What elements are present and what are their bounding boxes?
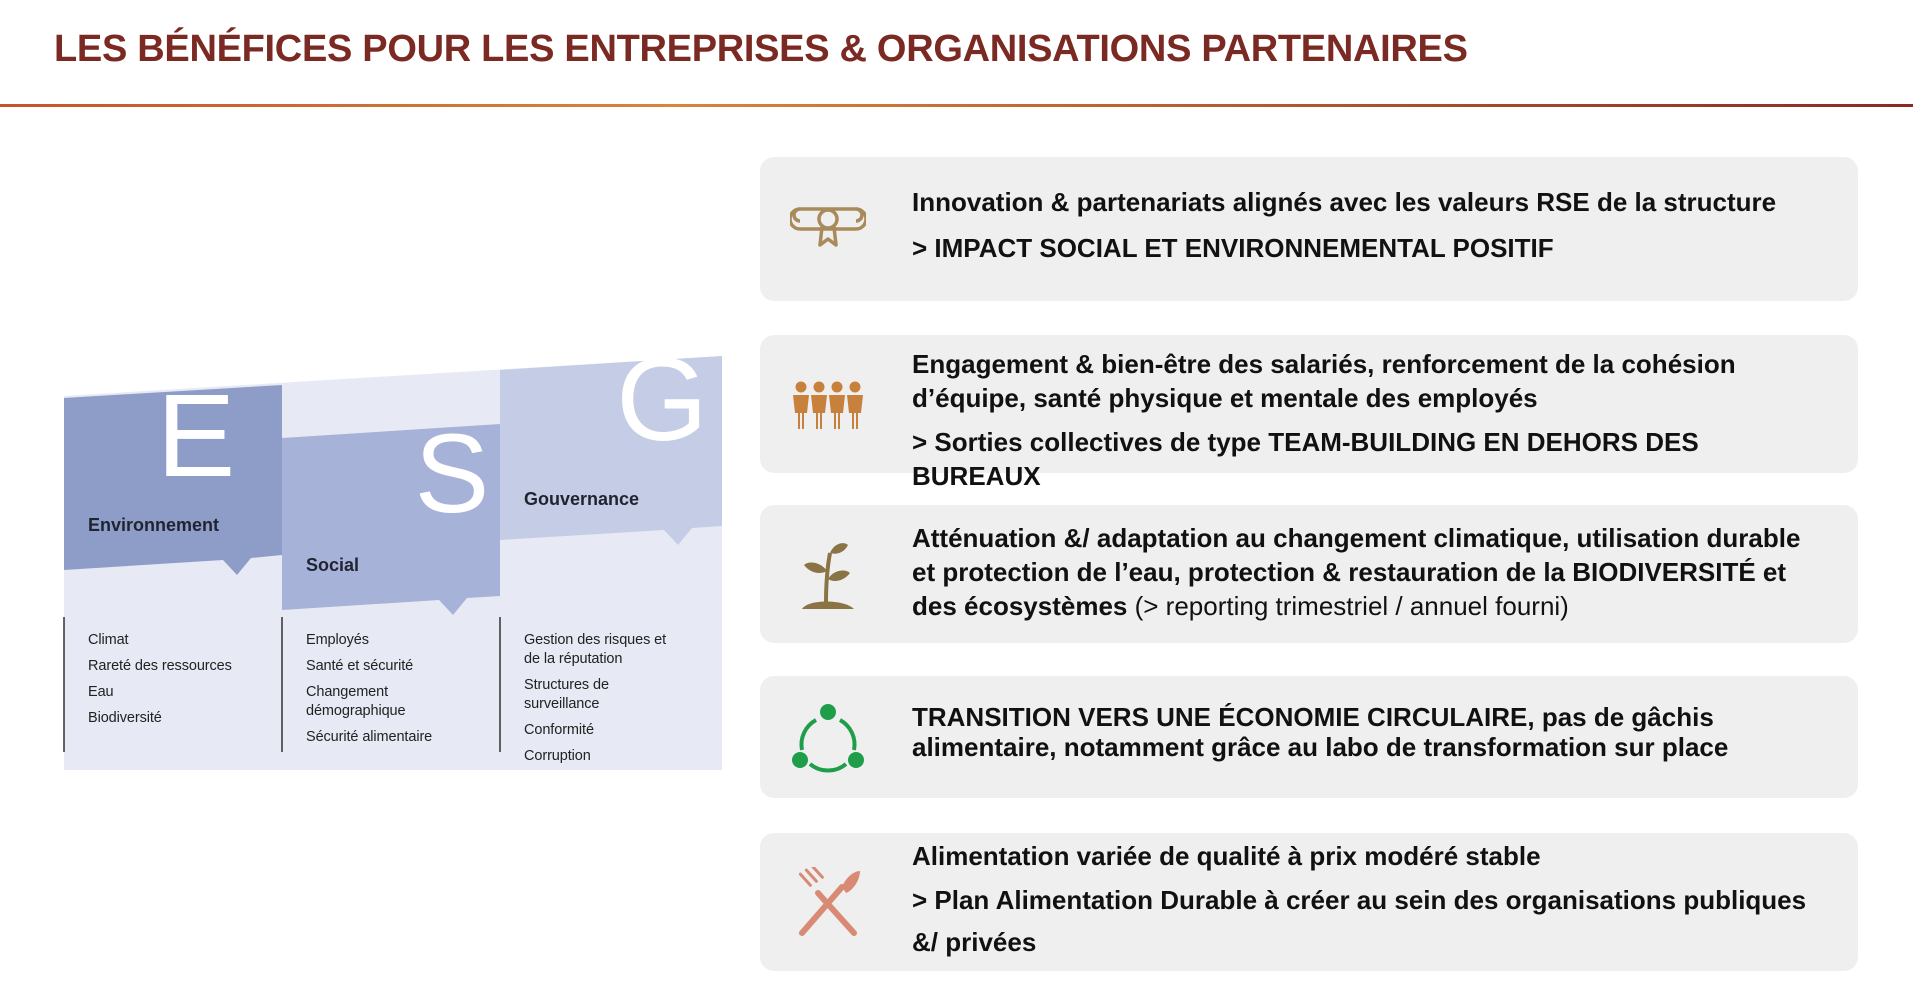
esg-letter-e: E xyxy=(156,370,236,502)
esg-item: Sécurité alimentaire xyxy=(306,729,433,745)
esg-item: Gestion des risques et de la réputation xyxy=(524,632,667,667)
team-icon xyxy=(790,379,866,436)
esg-item: Conformité xyxy=(524,722,594,738)
esg-list-social xyxy=(306,631,456,754)
esg-diagram xyxy=(0,0,760,800)
esg-label-environnement: Environnement xyxy=(88,515,220,535)
page-title: LES BÉNÉFICES POUR LES ENTREPRISES & ORGANISATIONS PARTENAIRES xyxy=(54,28,1468,70)
esg-item: Rareté des ressources xyxy=(88,658,232,674)
circular-economy-icon xyxy=(790,702,866,779)
benefit-card-climat xyxy=(760,505,1858,643)
esg-item: Structures de surveillance xyxy=(524,677,609,712)
benefit-text: Engagement & bien-être des salariés, renforcement de la cohésion d’équipe, santé physique et mentale des employés xyxy=(912,349,1736,413)
esg-item: Employés xyxy=(306,632,369,648)
esg-letter-s: S xyxy=(414,411,490,536)
esg-item: Biodiversité xyxy=(88,710,162,726)
benefit-card-rse xyxy=(760,157,1858,301)
benefit-text: TRANSITION VERS UNE ÉCONOMIE CIRCULAIRE, pas de gâchis alimentaire, notamment grâce au labo de transformation sur place xyxy=(912,702,1729,762)
esg-item: Santé et sécurité xyxy=(306,658,414,674)
benefit-subtext: > IMPACT SOCIAL ET ENVIRONNEMENTAL POSITIF xyxy=(912,233,1554,263)
esg-item: Eau xyxy=(88,684,114,700)
plant-icon xyxy=(790,539,866,616)
benefit-text-note: (> reporting trimestriel / annuel fourni) xyxy=(1127,591,1569,621)
benefit-subtext: > Sorties collectives de type TEAM-BUILDING EN DEHORS DES BUREAUX xyxy=(912,427,1699,491)
esg-label-social: Social xyxy=(306,555,360,575)
esg-label-gouvernance: Gouvernance xyxy=(524,489,640,509)
esg-list-environnement xyxy=(88,631,232,735)
diploma-icon xyxy=(790,199,866,260)
benefit-text: Alimentation variée de qualité à prix modéré stable xyxy=(912,841,1541,871)
benefit-card-engagement xyxy=(760,335,1858,491)
benefit-text: Innovation & partenariats alignés avec les valeurs RSE de la structure xyxy=(912,187,1777,217)
esg-item: Climat xyxy=(88,632,129,648)
esg-item: Corruption xyxy=(524,748,591,764)
benefit-card-circular xyxy=(760,676,1858,798)
benefit-text-main: Atténuation &/ adaptation au changement climatique, utilisation durable et protection de l’eau, protection & restauration de la BIODIVERSITÉ et des écosystèmes xyxy=(912,523,1801,621)
benefit-text xyxy=(912,521,1830,623)
benefit-subtext: > Plan Alimentation Durable à créer au sein des organisations publiques &/ privées xyxy=(912,885,1807,957)
benefit-card-alimentation xyxy=(760,833,1858,971)
esg-list-gouvernance xyxy=(524,631,674,773)
fork-knife-icon xyxy=(790,867,866,944)
esg-item: Changement démographique xyxy=(306,684,406,719)
esg-letter-g: G xyxy=(616,334,708,466)
